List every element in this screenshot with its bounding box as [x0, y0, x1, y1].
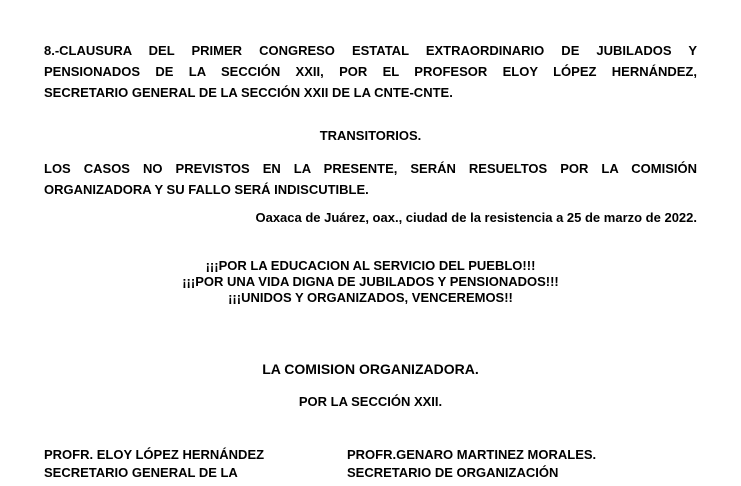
paragraph-line: LOS CASOS NO PREVISTOS EN LA PRESENTE, SERÁN RESUELTOS POR LA COMISIÓN — [44, 161, 697, 176]
slogan-line: ¡¡¡POR UNA VIDA DIGNA DE JUBILADOS Y PENSIONADOS!!! — [182, 274, 559, 289]
transitorios-paragraph — [44, 158, 697, 200]
transitorios-heading: TRANSITORIOS. — [319, 128, 422, 143]
commission-title: LA COMISION ORGANIZADORA. — [262, 361, 479, 377]
signature-right — [347, 446, 697, 482]
place-date: Oaxaca de Juárez, oax., ciudad de la resistencia a 25 de marzo de 2022. — [255, 210, 697, 225]
commission-subtitle: POR LA SECCIÓN XXII. — [298, 394, 443, 409]
slogan-line: ¡¡¡UNIDOS Y ORGANIZADOS, VENCEREMOS!! — [228, 290, 513, 305]
paragraph-line: ORGANIZADORA Y SU FALLO SERÁ INDISCUTIBLE. — [44, 182, 369, 197]
signature-left — [44, 446, 334, 482]
signatory-role: SECRETARIO GENERAL DE LA — [44, 465, 238, 480]
signatory-name: PROFR.GENARO MARTINEZ MORALES. — [347, 447, 597, 462]
paragraph-line: 8.-CLAUSURA DEL PRIMER CONGRESO ESTATAL EXTRAORDINARIO DE JUBILADOS Y — [44, 43, 697, 58]
paragraph-line: PENSIONADOS DE LA SECCIÓN XXII, POR EL PROFESOR ELOY LÓPEZ HERNÁNDEZ, — [44, 64, 697, 79]
slogans — [44, 258, 697, 306]
paragraph-line: SECRETARIO GENERAL DE LA SECCIÓN XXII DE LA CNTE-CNTE. — [44, 85, 453, 100]
slogan-line: ¡¡¡POR LA EDUCACION AL SERVICIO DEL PUEBLO!!! — [205, 258, 536, 273]
signatory-role: SECRETARIO DE ORGANIZACIÓN — [347, 465, 559, 480]
signatory-name: PROFR. ELOY LÓPEZ HERNÁNDEZ — [44, 447, 265, 462]
closing-item-paragraph — [44, 40, 697, 103]
